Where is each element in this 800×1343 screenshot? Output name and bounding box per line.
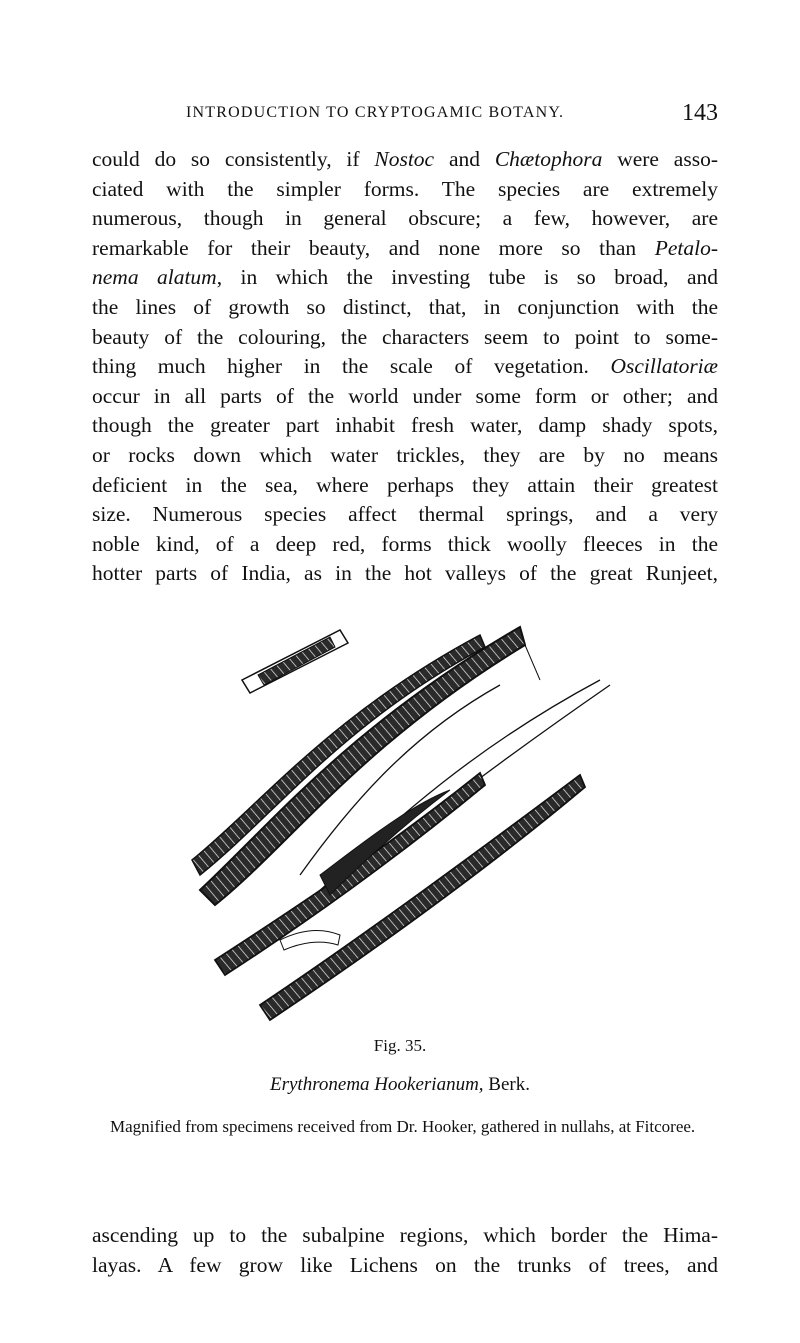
figure-label: Fig. 35. (373, 1036, 427, 1055)
text-line: deficient in the sea, where perhaps they attain their greatest (92, 472, 718, 497)
species-name: Erythronema Hookerianum, (270, 1074, 484, 1095)
text-line: hotter parts of India, as in the hot valleys of the great Runjeet, (92, 561, 718, 586)
text-line: beauty of the colouring, the characters seem to point to some- (92, 324, 718, 349)
text-line: noble kind, of a deep red, forms thick woolly fleeces in the (92, 531, 718, 556)
text-line: size. Numerous species affect thermal springs, and a very (92, 502, 718, 527)
body-paragraph-2 (92, 1221, 718, 1280)
erythronema-drawing (180, 605, 620, 1035)
text-line: though the greater part inhabit fresh water, damp shady spots, (92, 413, 718, 438)
text-line: nema alatum, in which the investing tube is so broad, and (92, 265, 718, 290)
running-head: INTRODUCTION TO CRYPTOGAMIC BOTANY. (186, 104, 565, 121)
text-line: thing much higher in the scale of vegetation. Oscillatoriæ (92, 354, 718, 379)
figure-caption (0, 1074, 800, 1096)
page-number: 143 (682, 100, 718, 126)
text-line: remarkable for their beauty, and none more so than Petalo- (92, 235, 718, 260)
text-line: or rocks down which water trickles, they are by no means (92, 442, 718, 467)
text-line: numerous, though in general obscure; a few, however, are (92, 206, 718, 231)
text-line: ascending up to the subalpine regions, which border the Hima- (92, 1223, 718, 1247)
text-line: occur in all parts of the world under some form or other; and (92, 383, 718, 408)
filament-fragment (242, 630, 348, 693)
text-line: could do so consistently, if Nostoc and Chætophora were asso- (92, 147, 718, 171)
figure-note: Magnified from specimens received from Dr. Hooker, gathered in nullahs, at Fitcoree. (110, 1117, 696, 1136)
species-author: Berk. (483, 1074, 530, 1095)
text-line: layas. A few grow like Lichens on the trunks of trees, and (92, 1252, 718, 1277)
text-line: the lines of growth so distinct, that, in conjunction with the (92, 294, 718, 319)
text-line: ciated with the simpler forms. The species are extremely (92, 176, 718, 201)
page-header (92, 100, 718, 134)
body-paragraph-1 (92, 145, 718, 589)
filament-illustration (180, 605, 620, 1035)
